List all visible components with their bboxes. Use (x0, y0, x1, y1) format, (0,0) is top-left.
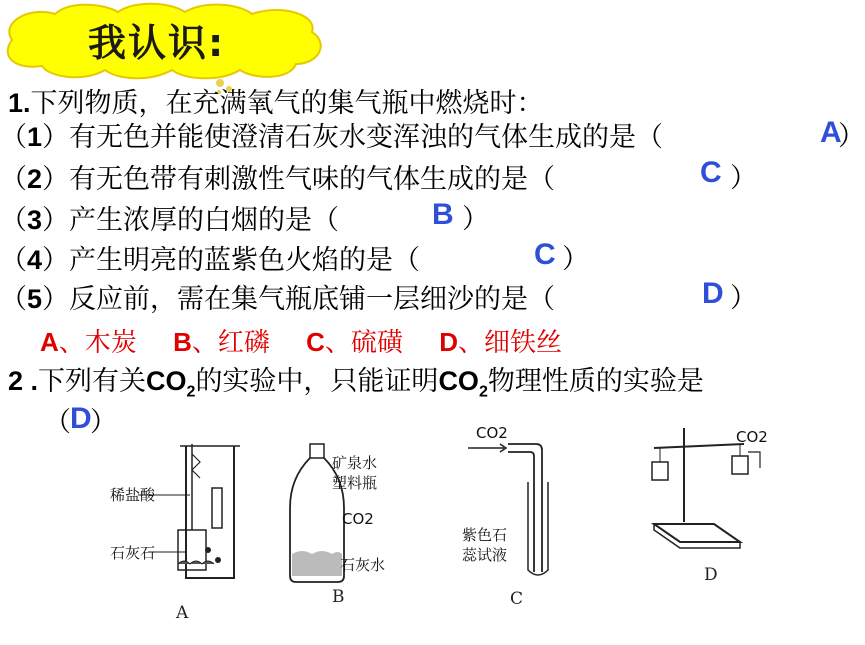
q1-options (40, 322, 590, 359)
q2-answer: D (70, 402, 92, 435)
q1-close-5: ） (730, 283, 757, 314)
q1-answer-5: D (702, 277, 724, 310)
badge-title: 我认识: (88, 21, 226, 65)
q1-item-3: （3）产生浓厚的白烟的是（ (0, 205, 340, 236)
q1-close-4: ） (562, 244, 589, 275)
label-sol-1: 紫色石 (462, 526, 508, 544)
q1-close-2: ） (730, 163, 757, 194)
option-a: A、木炭 (40, 327, 137, 358)
option-d: D、细铁丝 (439, 327, 562, 358)
label-acid: 稀盐酸 (110, 486, 156, 504)
figure-c-label: C (510, 589, 524, 609)
q1-stem: 1.下列物质，在充满氧气的集气瓶中燃烧时： (8, 88, 544, 119)
q1-answer-1: A (820, 116, 842, 149)
q1-close-1: ） (838, 121, 865, 152)
figure-d (640, 424, 780, 592)
option-b: B、红磷 (173, 327, 270, 358)
q1-close-3: ） (462, 204, 489, 235)
q1-item-4: （4）产生明亮的蓝紫色火焰的是（ (0, 245, 421, 276)
label-stone: 石灰石 (110, 544, 156, 562)
label-co2-b: CO2 (342, 510, 374, 528)
label-bottle-2: 塑料瓶 (332, 474, 378, 492)
q2-close: ） (90, 407, 117, 438)
q1-answer-4: C (534, 238, 556, 271)
label-bottle-1: 矿泉水 (332, 454, 378, 472)
figure-b-label: B (332, 587, 345, 607)
label-co2-c: CO2 (476, 424, 508, 442)
figure-d-label: D (704, 565, 718, 585)
label-limewater: 石灰水 (340, 556, 386, 574)
figure-c (460, 422, 570, 610)
label-co2-d: CO2 (736, 428, 768, 446)
figure-a (108, 440, 248, 625)
q1-item-5: （5）反应前，需在集气瓶底铺一层细沙的是（ (0, 284, 556, 315)
q1-item-1: （1）有无色并能使澄清石灰水变浑浊的气体生成的是（ (0, 122, 664, 153)
q1-answer-2: C (700, 156, 722, 189)
q2-stem: 2 .下列有关$CO_2$的实验中，只能证明$CO_2$物理性质的实验是 (8, 366, 704, 401)
q2-open: （ (44, 407, 71, 438)
q1-answer-3: B (432, 198, 454, 231)
q1-item-2: （2）有无色带有刺激性气味的气体生成的是（ (0, 164, 556, 195)
option-c: C、硫磺 (306, 327, 403, 358)
figure-b (286, 436, 396, 606)
label-sol-2: 蕊试液 (462, 546, 508, 564)
figure-a-label: A (176, 603, 189, 623)
